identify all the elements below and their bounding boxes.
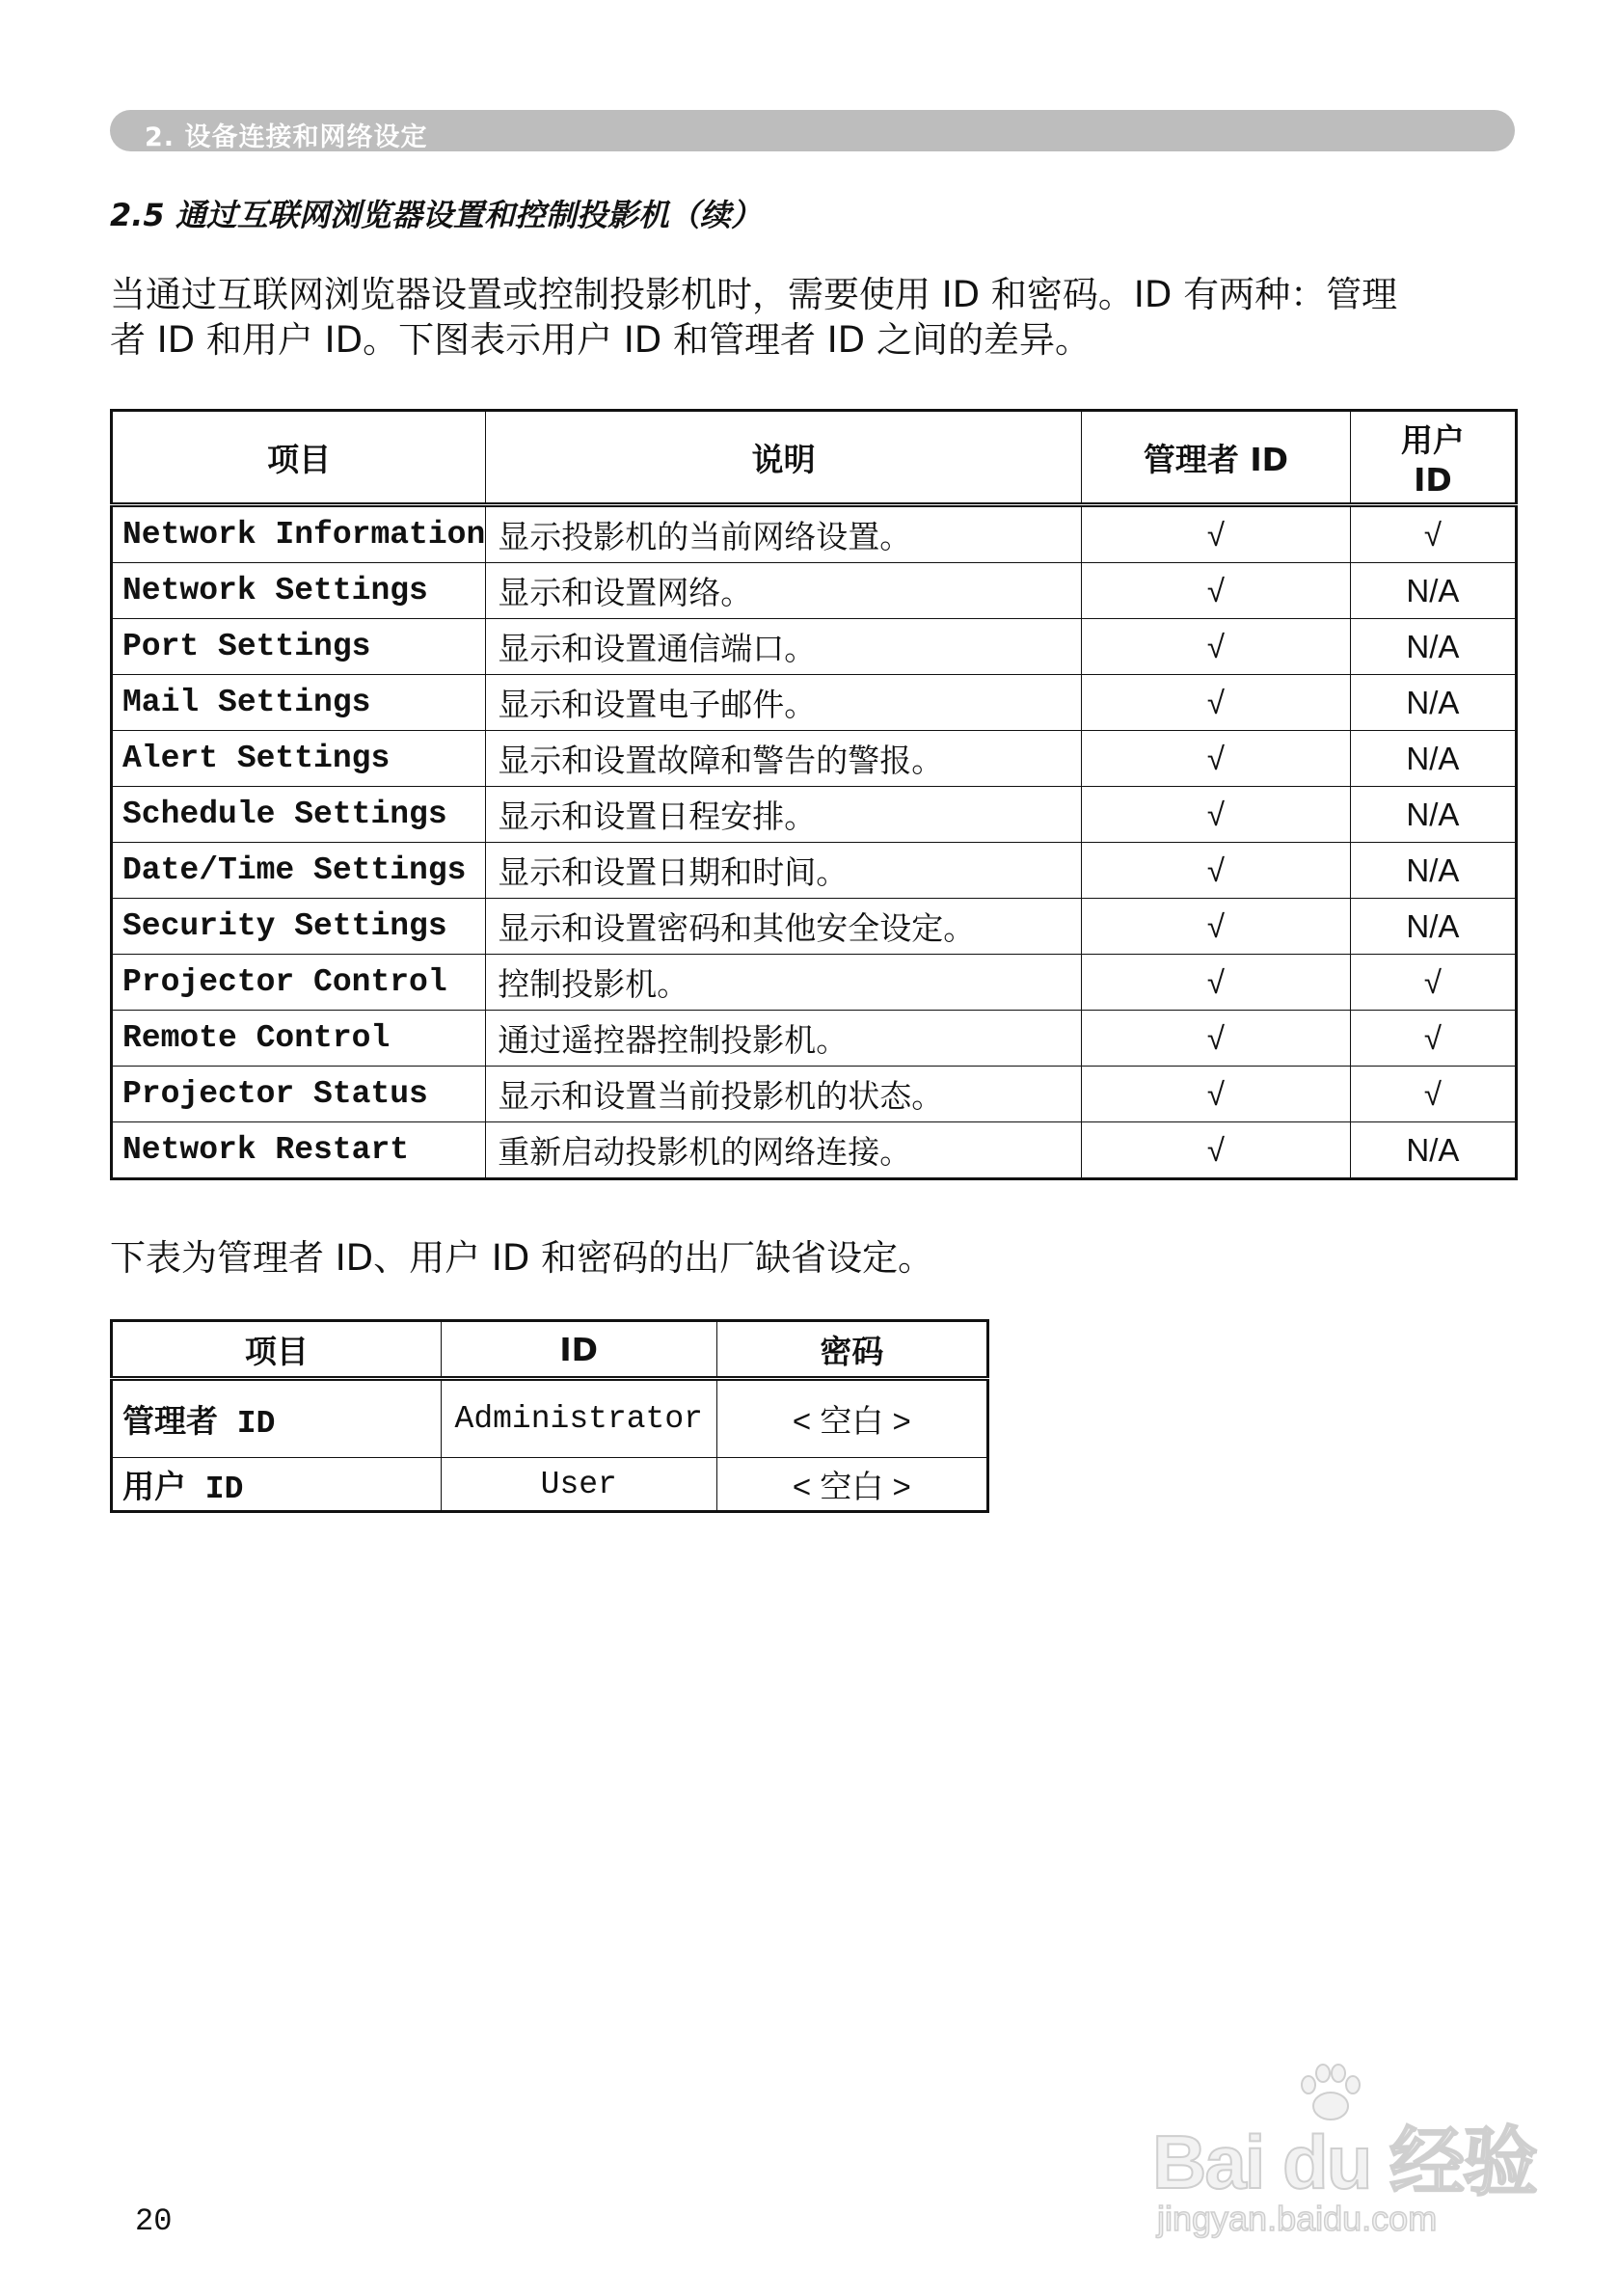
cell-item: Projector Control <box>112 955 486 1011</box>
cell-user-access: √ <box>1350 955 1516 1011</box>
cell-admin-access: √ <box>1081 675 1350 731</box>
cell-id: User <box>441 1458 716 1512</box>
header-admin-id: 管理者 ID <box>1081 411 1350 505</box>
cell-description: 显示和设置电子邮件。 <box>486 675 1082 731</box>
cell-description: 显示和设置日期和时间。 <box>486 843 1082 899</box>
defaults-intro: 下表为管理者 ID、用户 ID 和密码的出厂缺省设定。 <box>110 1237 934 1279</box>
cell-user-access: N/A <box>1350 619 1516 675</box>
cell-item: 用户 ID <box>112 1458 442 1512</box>
cell-user-access: N/A <box>1350 563 1516 619</box>
cell-user-access: N/A <box>1350 843 1516 899</box>
cell-item: Security Settings <box>112 899 486 955</box>
cell-admin-access: √ <box>1081 505 1350 563</box>
watermark-logo-text: Bai du 经验 <box>1152 2120 1537 2204</box>
id-permissions-table <box>110 409 1518 1180</box>
table-row <box>112 731 1517 787</box>
cell-description: 显示和设置故障和警告的警报。 <box>486 731 1082 787</box>
header-description: 说明 <box>486 411 1082 505</box>
cell-description: 重新启动投影机的网络连接。 <box>486 1122 1082 1179</box>
cell-user-access: N/A <box>1350 731 1516 787</box>
cell-description: 显示和设置日程安排。 <box>486 787 1082 843</box>
default-credentials-table <box>110 1319 989 1513</box>
table-row <box>112 1011 1517 1067</box>
cell-password: < 空白 > <box>716 1458 987 1512</box>
cell-admin-access: √ <box>1081 955 1350 1011</box>
cell-description: 控制投影机。 <box>486 955 1082 1011</box>
cell-admin-access: √ <box>1081 1122 1350 1179</box>
cell-user-access: N/A <box>1350 899 1516 955</box>
table-row <box>112 1067 1517 1122</box>
cell-admin-access: √ <box>1081 899 1350 955</box>
cell-item: Network Settings <box>112 563 486 619</box>
cell-item: Schedule Settings <box>112 787 486 843</box>
cell-password: < 空白 > <box>716 1379 987 1458</box>
cell-id: Administrator <box>441 1379 716 1458</box>
cell-item: Projector Status <box>112 1067 486 1122</box>
table-row <box>112 787 1517 843</box>
cell-description: 显示和设置通信端口。 <box>486 619 1082 675</box>
table-row <box>112 1122 1517 1179</box>
cell-admin-access: √ <box>1081 731 1350 787</box>
table-row <box>112 1379 988 1458</box>
header-item: 项目 <box>112 1321 442 1379</box>
cell-item: Date/Time Settings <box>112 843 486 899</box>
cell-item: Network Restart <box>112 1122 486 1179</box>
intro-line-2: 者 ID 和用户 ID。下图表示用户 ID 和管理者 ID 之间的差异。 <box>110 319 1091 361</box>
table-header-row <box>112 1321 988 1379</box>
cell-user-access: √ <box>1350 1011 1516 1067</box>
cell-admin-access: √ <box>1081 1011 1350 1067</box>
table-row <box>112 1458 988 1512</box>
table-row <box>112 899 1517 955</box>
cell-admin-access: √ <box>1081 843 1350 899</box>
cell-description: 显示和设置当前投影机的状态。 <box>486 1067 1082 1122</box>
cell-admin-access: √ <box>1081 563 1350 619</box>
cell-user-access: N/A <box>1350 675 1516 731</box>
table-header-row <box>112 411 1517 505</box>
cell-description: 显示和设置网络。 <box>486 563 1082 619</box>
header-password: 密码 <box>716 1321 987 1379</box>
page-number: 20 <box>135 2203 173 2239</box>
table-row <box>112 843 1517 899</box>
chapter-header-bar <box>110 110 1515 151</box>
cell-admin-access: √ <box>1081 787 1350 843</box>
table-row <box>112 619 1517 675</box>
cell-description: 通过遥控器控制投影机。 <box>486 1011 1082 1067</box>
cell-item: Remote Control <box>112 1011 486 1067</box>
header-item: 项目 <box>112 411 486 505</box>
cell-item: Mail Settings <box>112 675 486 731</box>
table-row <box>112 955 1517 1011</box>
cell-description: 显示投影机的当前网络设置。 <box>486 505 1082 563</box>
header-user-id: 用户 ID <box>1350 411 1516 505</box>
cell-item: Network Information <box>112 505 486 563</box>
cell-user-access: N/A <box>1350 787 1516 843</box>
intro-line-1: 当通过互联网浏览器设置或控制投影机时，需要使用 ID 和密码。ID 有两种：管理 <box>110 274 1398 315</box>
cell-user-access: √ <box>1350 1067 1516 1122</box>
table-row <box>112 563 1517 619</box>
cell-item: 管理者 ID <box>112 1379 442 1458</box>
cell-user-access: √ <box>1350 505 1516 563</box>
cell-user-access: N/A <box>1350 1122 1516 1179</box>
table-row <box>112 675 1517 731</box>
cell-admin-access: √ <box>1081 619 1350 675</box>
header-id: ID <box>441 1321 716 1379</box>
cell-item: Port Settings <box>112 619 486 675</box>
section-title: 2.5 通过互联网浏览器设置和控制投影机（续） <box>110 197 762 233</box>
watermark-url: jingyan.baidu.com <box>1157 2199 1438 2238</box>
cell-description: 显示和设置密码和其他安全设定。 <box>486 899 1082 955</box>
baidu-jingyan-watermark <box>1152 2064 1538 2247</box>
table-row <box>112 505 1517 563</box>
chapter-title: 2. 设备连接和网络设定 <box>145 122 428 152</box>
cell-item: Alert Settings <box>112 731 486 787</box>
cell-admin-access: √ <box>1081 1067 1350 1122</box>
